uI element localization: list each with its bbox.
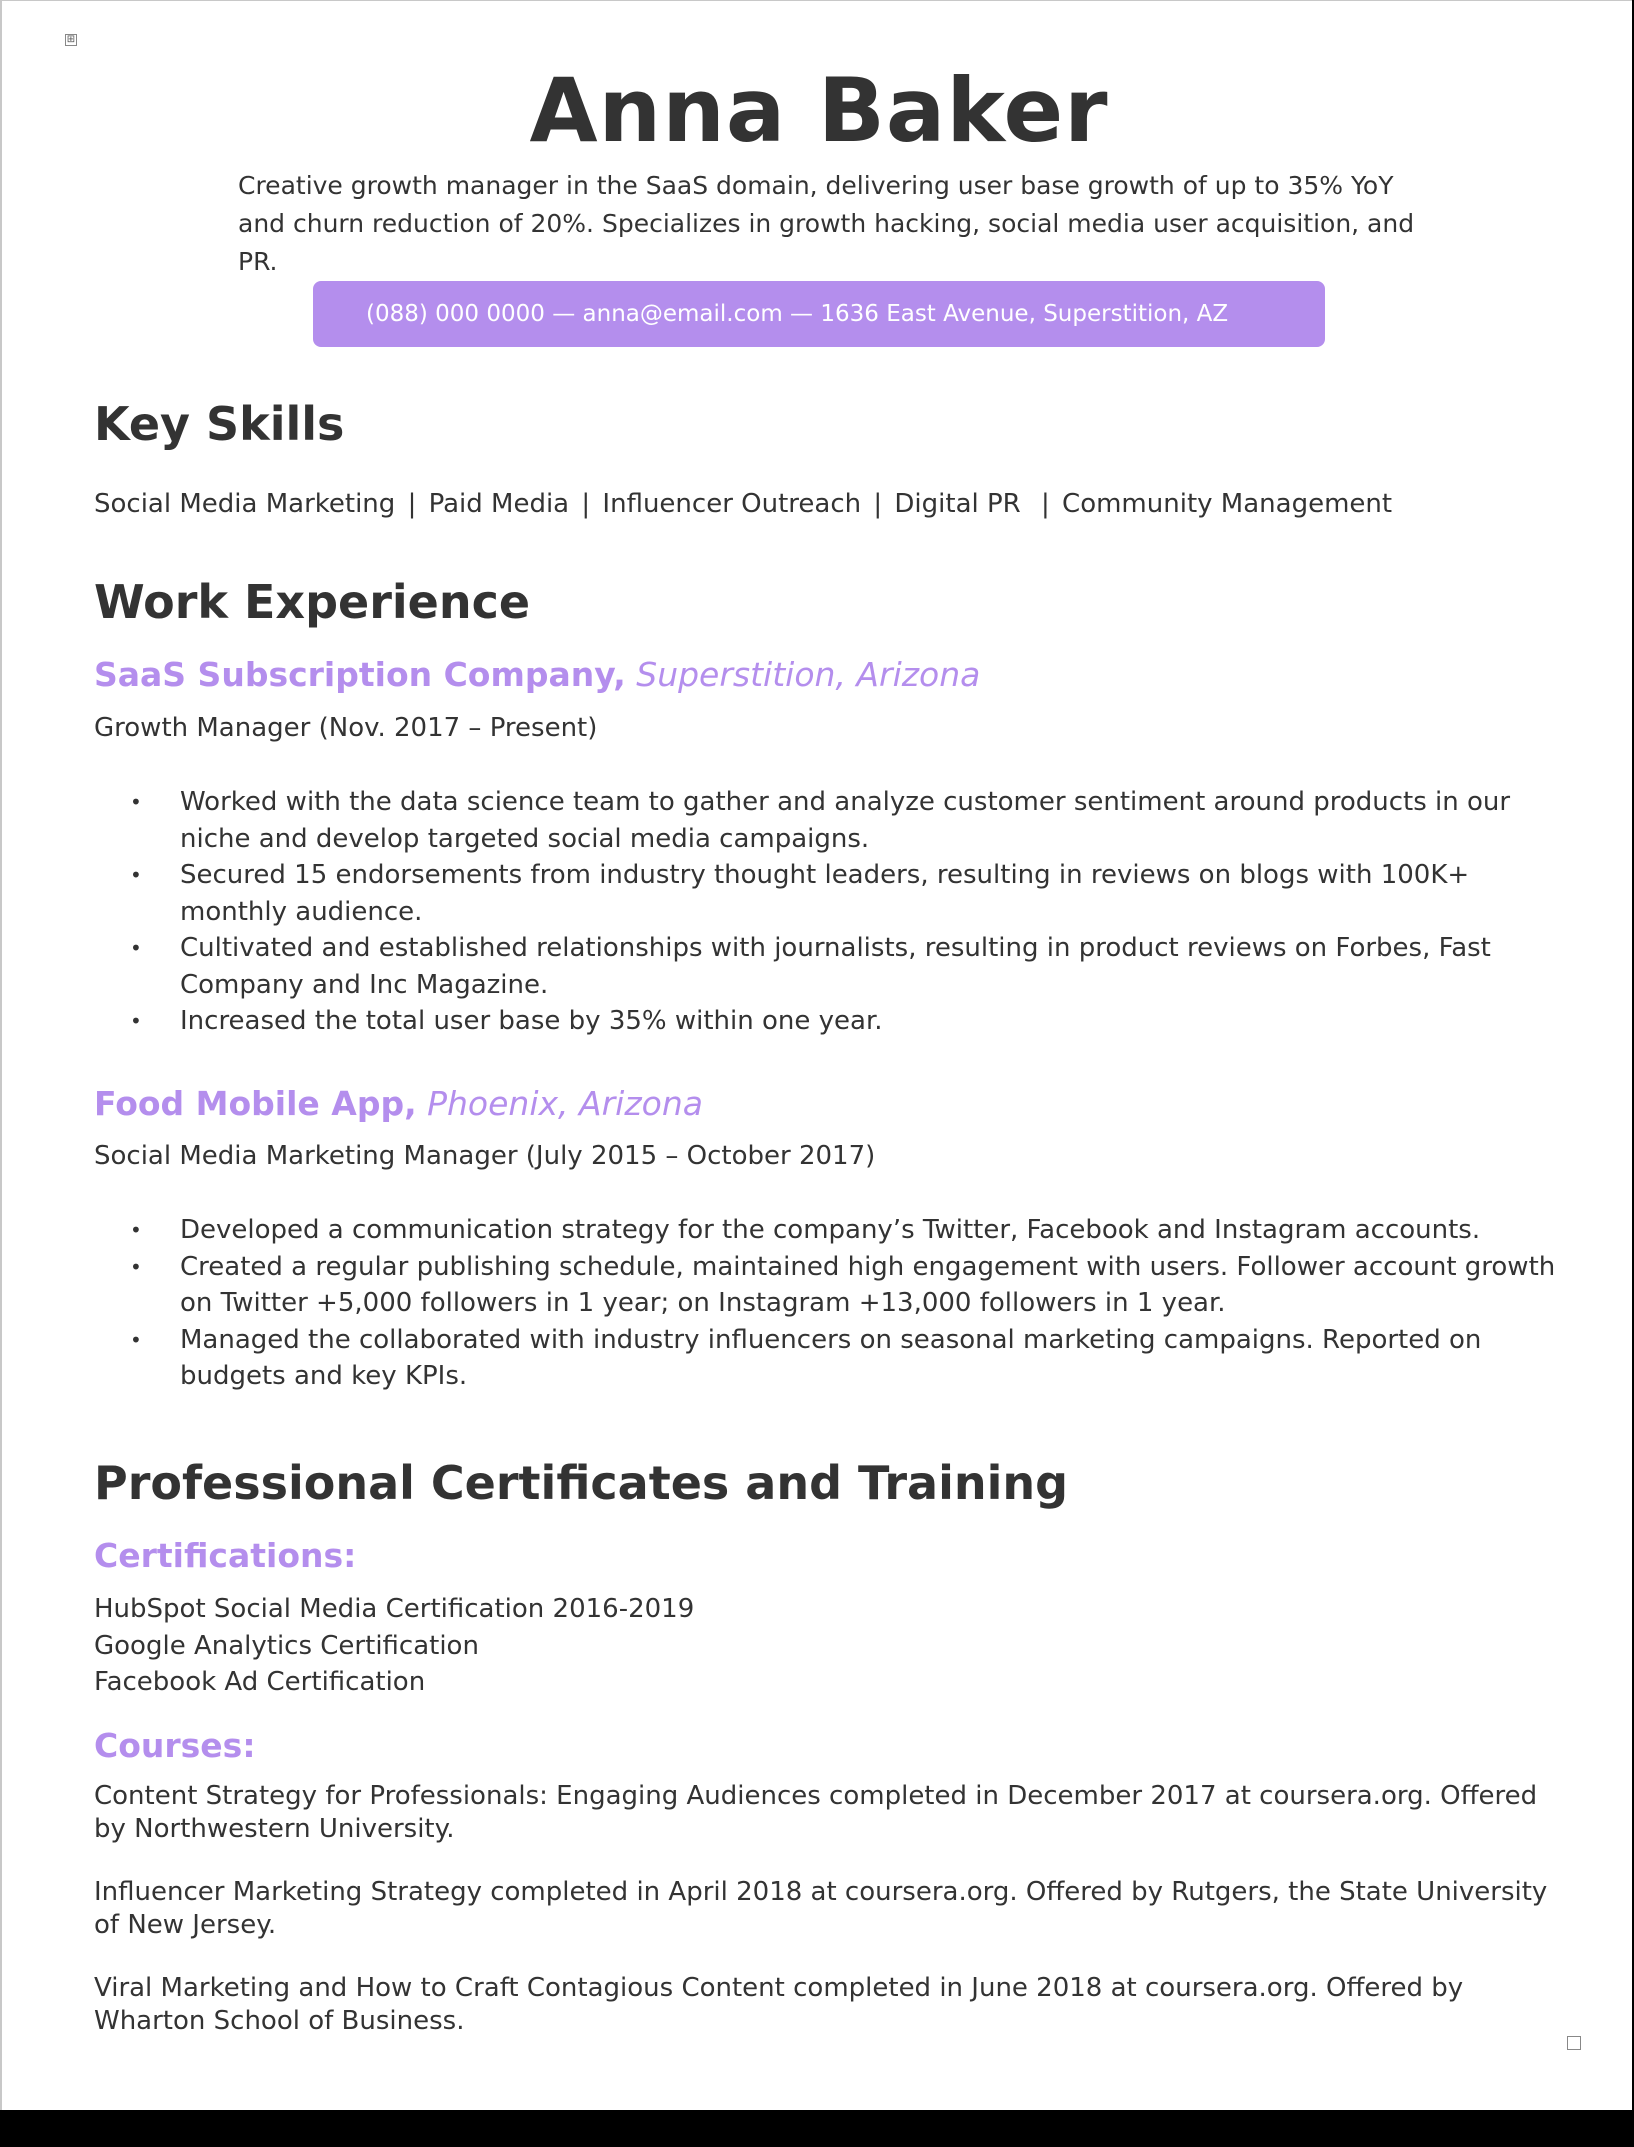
list-item: HubSpot Social Media Certification 2016-2019 bbox=[94, 1594, 695, 1624]
company-name: SaaS Subscription Company, bbox=[94, 655, 626, 694]
skill-item: Community Management bbox=[1062, 489, 1393, 519]
list-item: • Developed a communication strategy for the company’s Twitter, Facebook and Instagram accounts. bbox=[94, 1212, 1564, 1249]
bullet-icon: • bbox=[130, 863, 142, 887]
skill-separator: | bbox=[873, 489, 883, 519]
job-header bbox=[94, 652, 980, 698]
job-bullets bbox=[94, 784, 1564, 1040]
job-bullets bbox=[94, 1212, 1564, 1395]
certifications-heading: Certifications: bbox=[94, 1536, 357, 1575]
certifications-list bbox=[94, 1591, 694, 1701]
skill-item: Digital PR bbox=[894, 489, 1021, 519]
resize-handle-icon[interactable] bbox=[1567, 2036, 1581, 2050]
course-item: Influencer Marketing Strategy completed in April 2018 at coursera.org. Offered by Rutgers, the State University of New Jersey. bbox=[94, 1877, 1548, 1940]
job-header bbox=[94, 1081, 703, 1127]
bullet-icon: • bbox=[130, 1327, 142, 1352]
company-location: Phoenix, Arizona bbox=[427, 1084, 703, 1123]
skill-separator: | bbox=[1041, 489, 1050, 519]
profile-summary: Creative growth manager in the SaaS domain, delivering user base growth of up to 35% YoY and churn reduction of 20%. Specializes in growth hacking, social media user acquisition, and PR. bbox=[238, 171, 1415, 276]
bullet-icon: • bbox=[130, 1009, 142, 1033]
job-role: Social Media Marketing Manager (July 2015 – October 2017) bbox=[94, 1141, 876, 1171]
bullet-icon: • bbox=[130, 1254, 142, 1279]
bullet-icon: • bbox=[130, 936, 142, 960]
skill-separator: | bbox=[581, 489, 591, 519]
list-item: • Worked with the data science team to gather and analyze customer sentiment around products in our niche and develop targeted social media campaigns. bbox=[94, 784, 1564, 857]
list-item: • Created a regular publishing schedule, maintained high engagement with users. Follower account growth on Twitter +5,000 followers in 1 year; on Instagram +13,000 followers in 1 year. bbox=[94, 1249, 1564, 1322]
skill-item: Social Media Marketing bbox=[94, 489, 396, 519]
list-item: Facebook Ad Certification bbox=[94, 1667, 426, 1697]
list-item: Google Analytics Certification bbox=[94, 1630, 479, 1661]
bullet-icon: • bbox=[130, 1218, 142, 1242]
bullet-icon: • bbox=[130, 790, 142, 814]
table-move-handle-icon[interactable]: ⊞ bbox=[66, 34, 76, 45]
course-item: Content Strategy for Professionals: Engaging Audiences completed in December 2017 at coursera.org. Offered by Northwestern University. bbox=[94, 1781, 1538, 1844]
job-role: Growth Manager (Nov. 2017 – Present) bbox=[94, 713, 598, 743]
contact-bar: (088) 000 0000 — anna@email.com — 1636 East Avenue, Superstition, AZ bbox=[313, 281, 1325, 347]
company-name: Food Mobile App, bbox=[94, 1084, 417, 1123]
candidate-name: Anna Baker bbox=[529, 59, 1109, 162]
skills-list bbox=[94, 486, 1392, 522]
key-skills-heading: Key Skills bbox=[94, 397, 345, 451]
course-item: Viral Marketing and How to Craft Contagious Content completed in June 2018 at coursera.org. Offered by Wharton School of Business. bbox=[94, 1973, 1464, 2036]
training-heading: Professional Certificates and Training bbox=[94, 1456, 1069, 1510]
list-item: • Managed the collaborated with industry influencers on seasonal marketing campaigns. Reported on budgets and key KPIs. bbox=[94, 1322, 1564, 1395]
skill-separator: | bbox=[407, 489, 417, 519]
skill-item: Influencer Outreach bbox=[602, 489, 862, 519]
company-location: Superstition, Arizona bbox=[636, 655, 981, 694]
courses-heading: Courses: bbox=[94, 1726, 256, 1765]
list-item: • Secured 15 endorsements from industry thought leaders, resulting in reviews on blogs with 100K+ monthly audience. bbox=[94, 857, 1564, 930]
skill-item: Paid Media bbox=[428, 489, 570, 519]
list-item: • Cultivated and established relationships with journalists, resulting in product reviews on Forbes, Fast Company and Inc Magazine. bbox=[94, 930, 1564, 1003]
list-item: • Increased the total user base by 35% within one year. bbox=[94, 1003, 1564, 1040]
work-experience-heading: Work Experience bbox=[94, 575, 531, 629]
